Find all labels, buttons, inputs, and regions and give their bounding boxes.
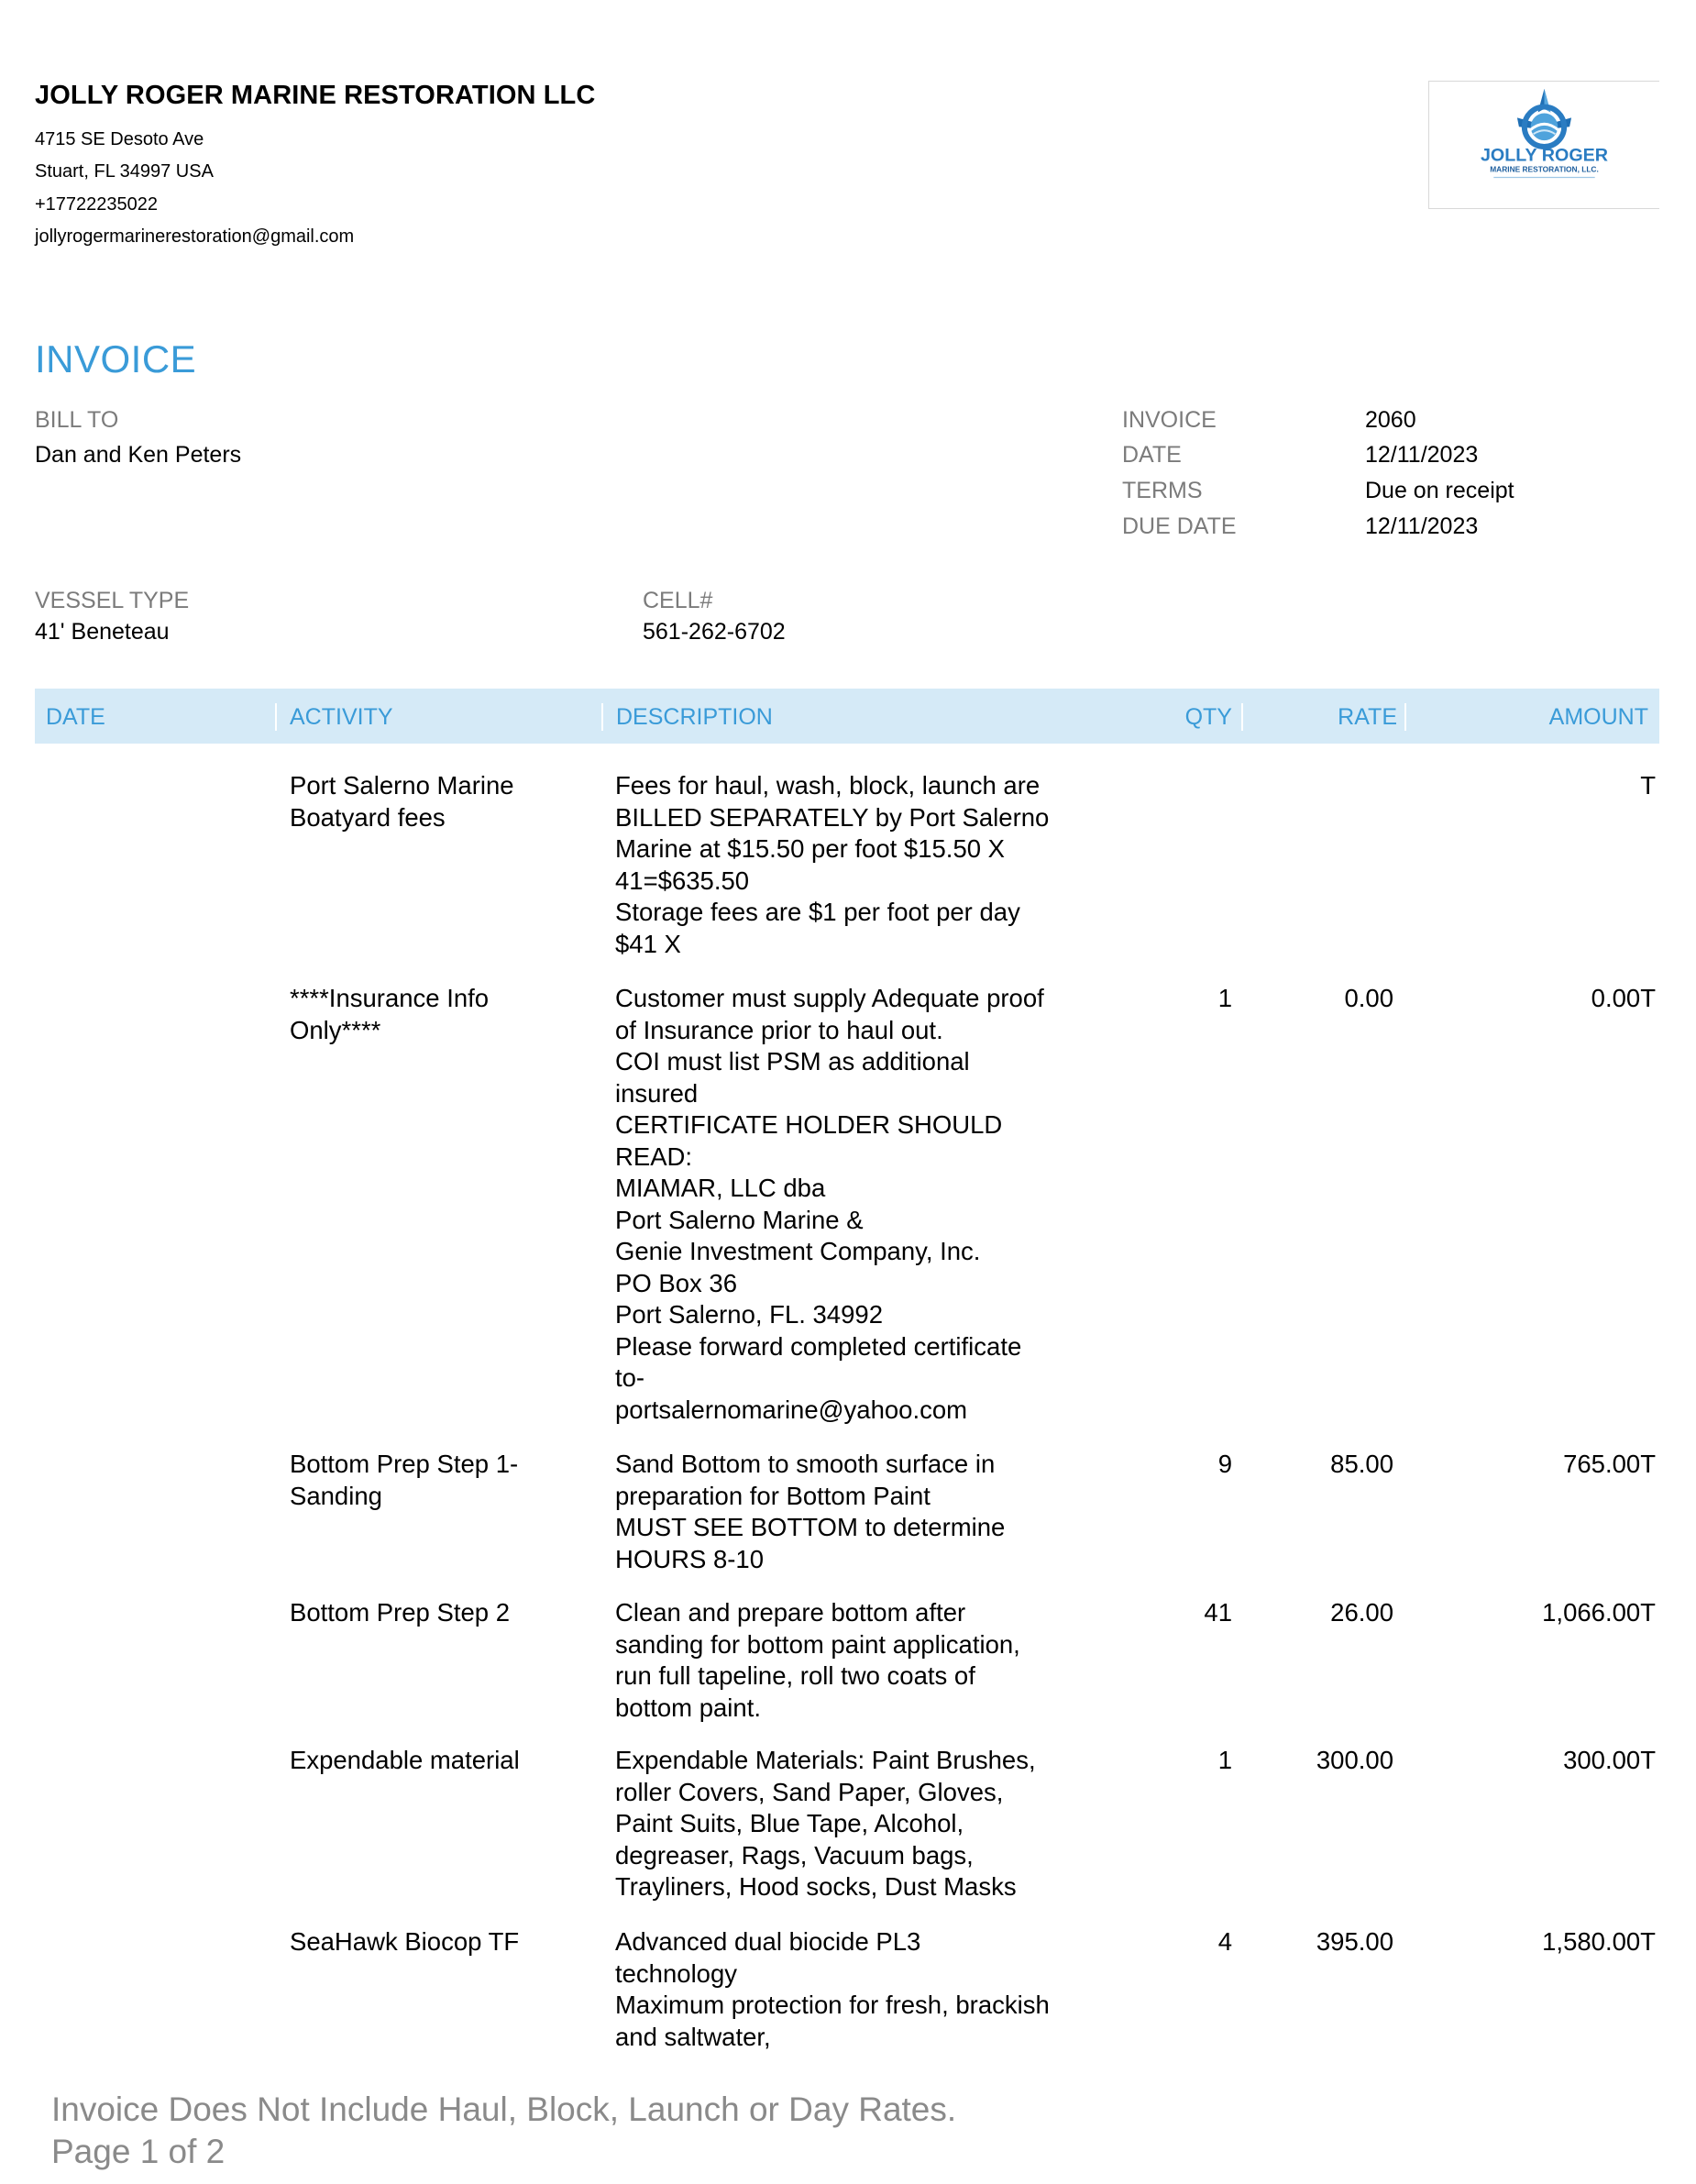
invoice-date-label: DATE — [1122, 442, 1182, 468]
invoice-number-value: 2060 — [1365, 407, 1416, 433]
row-amount: 1,580.00T — [1542, 1927, 1656, 1956]
invoice-due-date-value: 12/11/2023 — [1365, 513, 1479, 539]
row-description: Expendable Materials: Paint Brushes, roller Covers, Sand Paper, Gloves, Paint Suits, Blue Tape, Alcohol, degreaser, Rags, Vacuum bags, Trayliners, Hood socks, Dust Masks — [615, 1746, 1036, 1901]
row-activity: ****Insurance Info Only**** — [290, 984, 490, 1044]
logo-text-line2: MARINE RESTORATION, LLC. — [1490, 164, 1599, 174]
company-address-line2: Stuart, FL 34997 USA — [35, 161, 214, 182]
invoice-date-value: 12/11/2023 — [1365, 442, 1479, 468]
invoice-terms-label: TERMS — [1122, 478, 1203, 503]
row-qty: 9 — [1217, 1450, 1232, 1478]
page-number: Page 1 of 2 — [51, 2133, 226, 2170]
bill-to-name: Dan and Ken Peters — [35, 442, 242, 468]
company-phone: +17722235022 — [35, 194, 159, 215]
row-activity: Port Salerno Marine Boatyard fees — [290, 771, 514, 832]
cell-label: CELL# — [643, 588, 713, 613]
vessel-type-value: 41' Beneteau — [35, 619, 170, 645]
company-email: jollyrogermarinerestoration@gmail.com — [35, 226, 355, 247]
column-header-description: DESCRIPTION — [601, 703, 773, 731]
row-description: Clean and prepare bottom after sanding for bottom paint application, run full tapeline, roll two coats of bottom paint. — [615, 1598, 1020, 1722]
column-header-qty: QTY — [1184, 704, 1232, 730]
company-name: JOLLY ROGER MARINE RESTORATION LLC — [35, 81, 596, 110]
invoice-due-date-label: DUE DATE — [1122, 513, 1237, 539]
row-qty: 1 — [1217, 1746, 1232, 1774]
logo-text-line1: JOLLY ROGER — [1480, 145, 1609, 166]
company-address-line1: 4715 SE Desoto Ave — [35, 129, 204, 149]
company-logo — [1428, 81, 1659, 209]
row-activity: Bottom Prep Step 1- Sanding — [290, 1450, 519, 1510]
row-description: Customer must supply Adequate proof of Insurance prior to haul out. COI must list PSM as additional insured CERTIFICATE HOLDER SHOULD READ: MIAMAR, LLC dba Port Salerno Marine & Genie Investment Company, Inc. PO Box 36 Port Salerno, FL. 34992 Please forward completed certificate to- portsalernomarine@yahoo.com — [615, 984, 1044, 1424]
row-qty: 4 — [1217, 1927, 1232, 1956]
logo-graphic — [1429, 82, 1659, 208]
row-rate: 85.00 — [1330, 1450, 1393, 1478]
row-description: Fees for haul, wash, block, launch are BILLED SEPARATELY by Port Salerno Marine at $15.50 per foot $15.50 X 41=$635.50 Storage fees are $1 per foot per day $41 X — [615, 771, 1050, 958]
row-activity: Bottom Prep Step 2 — [290, 1598, 510, 1627]
row-activity: Expendable material — [290, 1746, 520, 1774]
compass-star-icon — [1517, 89, 1571, 147]
row-description: Sand Bottom to smooth surface in preparation for Bottom Paint MUST SEE BOTTOM to determine HOURS 8-10 — [615, 1450, 1006, 1573]
row-amount: 1,066.00T — [1542, 1598, 1656, 1627]
row-qty: 1 — [1217, 984, 1232, 1012]
row-qty: 41 — [1204, 1598, 1232, 1627]
invoice-number-label: INVOICE — [1122, 407, 1217, 433]
row-rate: 300.00 — [1316, 1746, 1393, 1774]
row-amount: 0.00T — [1591, 984, 1656, 1012]
row-description: Advanced dual biocide PL3 technology Maximum protection for fresh, brackish and saltwater, — [615, 1927, 1050, 2051]
line-items-header — [35, 689, 1659, 744]
bill-to-label: BILL TO — [35, 407, 119, 433]
vessel-type-label: VESSEL TYPE — [35, 588, 190, 613]
footer-note: Invoice Does Not Include Haul, Block, Launch or Day Rates. — [51, 2090, 957, 2128]
row-rate: 395.00 — [1316, 1927, 1393, 1956]
invoice-title: INVOICE — [35, 337, 197, 381]
column-header-amount: AMOUNT — [1404, 703, 1648, 731]
cell-value: 561-262-6702 — [643, 619, 786, 645]
row-amount: T — [1640, 771, 1656, 800]
column-header-activity: ACTIVITY — [275, 703, 393, 731]
row-rate: 26.00 — [1330, 1598, 1393, 1627]
row-amount: 300.00T — [1563, 1746, 1656, 1774]
row-amount: 765.00T — [1563, 1450, 1656, 1478]
row-activity: SeaHawk Biocop TF — [290, 1927, 520, 1956]
column-header-rate: RATE — [1241, 703, 1397, 731]
invoice-terms-value: Due on receipt — [1365, 478, 1514, 503]
row-rate: 0.00 — [1344, 984, 1393, 1012]
column-header-date: DATE — [46, 704, 105, 730]
